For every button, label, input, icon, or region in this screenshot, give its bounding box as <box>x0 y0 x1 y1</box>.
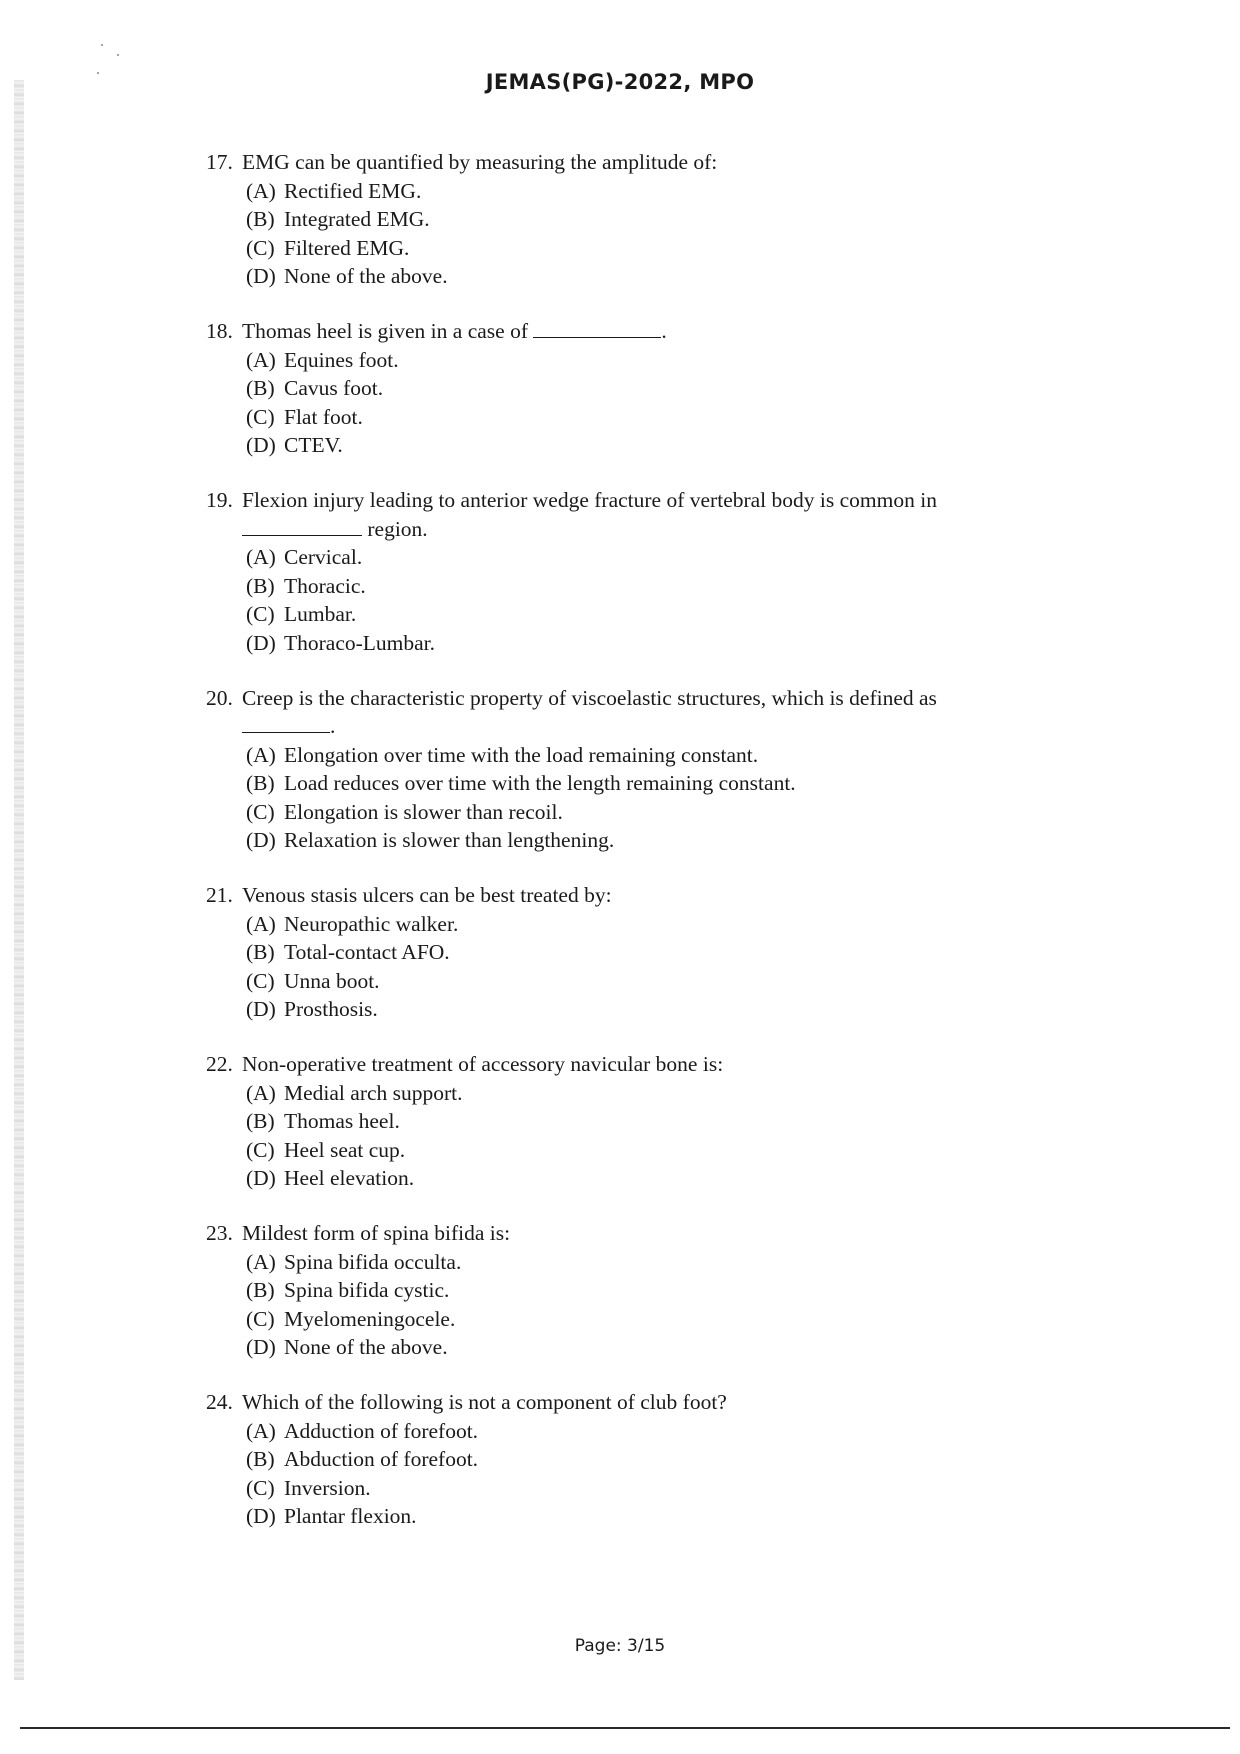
option-d: (D) CTEV. <box>246 433 343 458</box>
option-d: (D) None of the above. <box>246 264 448 289</box>
option-b: (B) Spina bifida cystic. <box>246 1278 450 1303</box>
option-b: (B) Load reduces over time with the length remaining constant. <box>246 771 796 796</box>
option-c: (C) Myelomeningocele. <box>246 1306 456 1331</box>
question-number: 18. <box>206 318 233 343</box>
question-21 <box>206 881 1106 1024</box>
question-18 <box>206 317 1106 460</box>
question-24 <box>206 1388 1106 1531</box>
option-b: (B) Thoracic. <box>246 573 366 598</box>
option-d: (D) Prosthosis. <box>246 997 378 1022</box>
question-text-end: . <box>330 714 336 739</box>
option-a: (A) Equines foot. <box>246 347 399 372</box>
option-b: (B) Thomas heel. <box>246 1109 400 1134</box>
question-text: EMG can be quantified by measuring the amplitude of: <box>242 150 718 174</box>
question-number: 17. <box>206 150 233 174</box>
option-list <box>242 1417 1106 1531</box>
question-23 <box>206 1219 1106 1362</box>
option-c: (C) Flat foot. <box>246 404 363 429</box>
option-a: (A) Rectified EMG. <box>246 178 422 203</box>
scan-edge-artifact <box>14 80 24 1680</box>
option-a: (A) Cervical. <box>246 545 363 570</box>
option-a: (A) Neuropathic walker. <box>246 911 459 936</box>
question-text: Non-operative treatment of accessory navicular bone is: <box>242 1052 724 1077</box>
question-number: 20. <box>206 685 233 710</box>
question-number: 24. <box>206 1389 233 1414</box>
option-list <box>242 741 1106 855</box>
question-text-end: . <box>661 318 667 343</box>
question-list <box>206 148 1106 1557</box>
option-c: (C) Filtered EMG. <box>246 235 410 260</box>
option-c: (C) Lumbar. <box>246 602 357 627</box>
option-b: (B) Abduction of forefoot. <box>246 1447 479 1472</box>
option-c: (C) Heel seat cup. <box>246 1137 406 1162</box>
option-c: (C) Inversion. <box>246 1475 371 1500</box>
option-b: (B) Cavus foot. <box>246 376 384 401</box>
option-d: (D) None of the above. <box>246 1335 448 1360</box>
question-text: Venous stasis ulcers can be best treated by: <box>242 883 612 908</box>
option-list <box>242 1248 1106 1362</box>
question-number: 21. <box>206 883 233 908</box>
answer-blank <box>242 714 330 733</box>
question-number: 23. <box>206 1221 233 1245</box>
option-list <box>242 910 1106 1024</box>
question-20 <box>206 684 1106 856</box>
bottom-divider <box>20 1727 1230 1729</box>
question-19 <box>206 486 1106 658</box>
question-text: Thomas heel is given in a case of <box>242 318 528 343</box>
question-text: Flexion injury leading to anterior wedge fracture of vertebral body is common in <box>242 487 937 512</box>
question-17 <box>206 148 1106 291</box>
question-number: 22. <box>206 1052 233 1077</box>
option-d: (D) Relaxation is slower than lengthening. <box>246 828 615 853</box>
option-a: (A) Spina bifida occulta. <box>246 1249 462 1274</box>
exam-header-title: JEMAS(PG)-2022, MPO <box>485 70 755 94</box>
option-a: (A) Elongation over time with the load remaining constant. <box>246 742 759 767</box>
answer-blank <box>533 319 661 338</box>
option-d: (D) Thoraco-Lumbar. <box>246 630 436 655</box>
option-a: (A) Medial arch support. <box>246 1080 463 1105</box>
option-d: (D) Plantar flexion. <box>246 1504 417 1529</box>
option-b: (B) Total-contact AFO. <box>246 940 450 965</box>
question-text: Creep is the characteristic property of viscoelastic structures, which is defined as <box>242 685 937 710</box>
option-list <box>242 1079 1106 1193</box>
option-d: (D) Heel elevation. <box>246 1166 415 1191</box>
question-number: 19. <box>206 487 233 512</box>
question-text: Which of the following is not a component of club foot? <box>242 1389 727 1414</box>
option-list <box>242 543 1106 657</box>
option-c: (C) Elongation is slower than recoil. <box>246 799 563 824</box>
option-b: (B) Integrated EMG. <box>246 207 430 232</box>
answer-blank <box>242 517 362 536</box>
question-text-end: region. <box>367 516 428 541</box>
question-text: Mildest form of spina bifida is: <box>242 1221 511 1245</box>
question-22 <box>206 1050 1106 1193</box>
page-number: Page: 3/15 <box>574 1636 666 1656</box>
option-c: (C) Unna boot. <box>246 968 380 993</box>
option-a: (A) Adduction of forefoot. <box>246 1418 479 1443</box>
option-list <box>242 346 1106 460</box>
option-list <box>242 177 1106 291</box>
